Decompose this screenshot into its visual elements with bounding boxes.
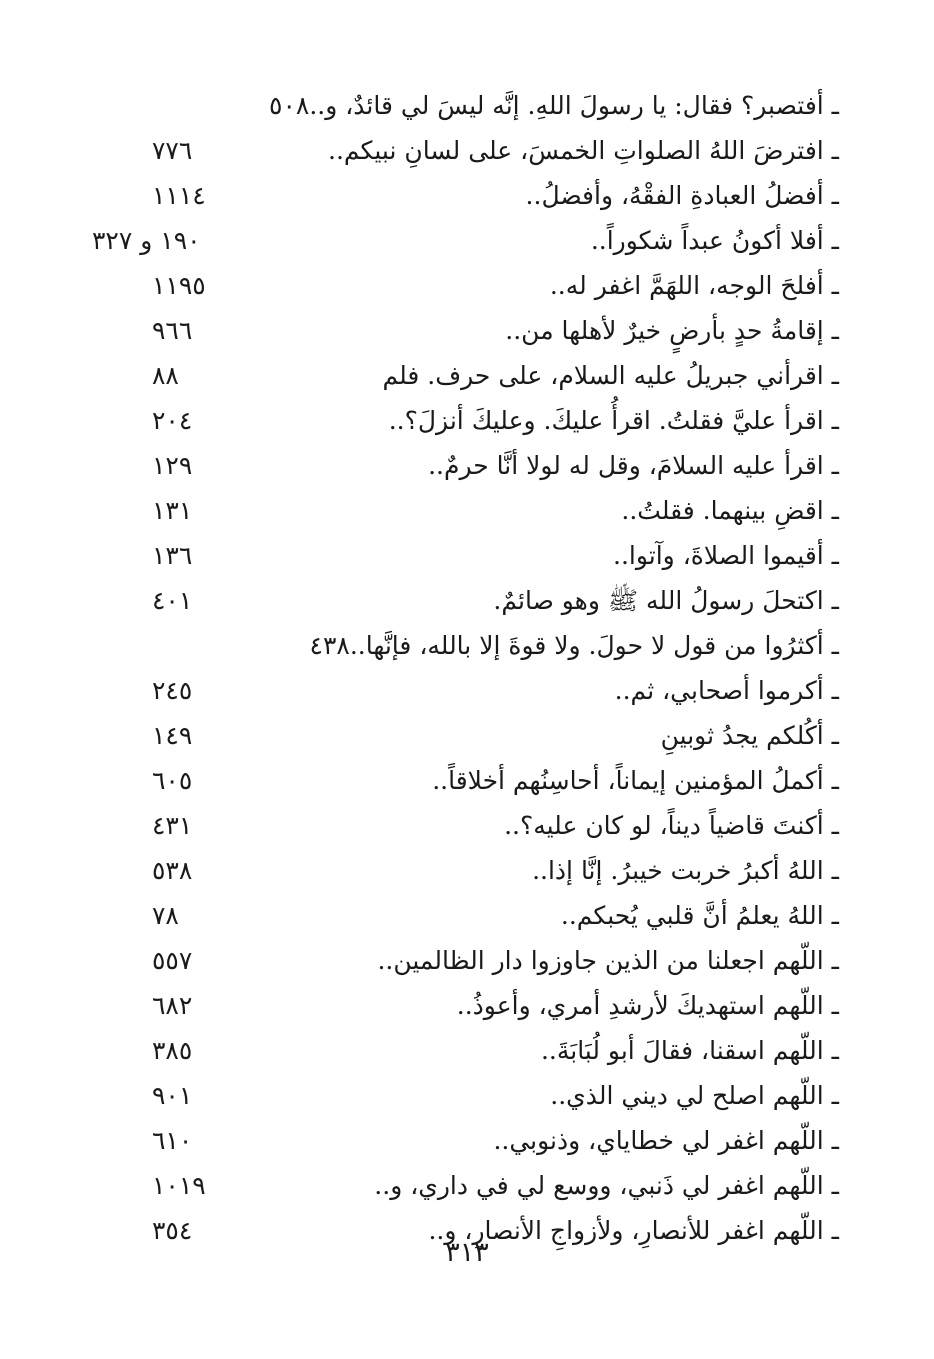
entry-text: ـ أكرموا أصحابي، ثم.. bbox=[614, 676, 839, 705]
index-entry bbox=[0, 577, 934, 622]
entry-text: ـ أفتصبر؟ فقال: يا رسولَ اللهِ. إنَّه ليسَ لي قائدٌ، و..٥٠٨ bbox=[269, 91, 839, 120]
index-entry bbox=[0, 217, 934, 262]
index-entry bbox=[0, 1117, 934, 1162]
entry-text: ـ افترضَ اللهُ الصلواتِ الخمسَ، على لسانِ نبيكم.. bbox=[328, 136, 839, 165]
index-entry bbox=[0, 667, 934, 712]
entry-text: ـ أفضلُ العبادةِ الفقْهُ، وأفضلُ.. bbox=[525, 181, 839, 210]
entry-page-ref: ١٣٦ bbox=[152, 541, 193, 570]
entry-page-ref: ١٢٩ bbox=[152, 451, 193, 480]
entry-text: ـ أقيموا الصلاةَ، وآتوا.. bbox=[613, 541, 839, 570]
entry-page-ref: ٩٠١ bbox=[152, 1081, 193, 1110]
entry-page-ref: ٣٨٥ bbox=[152, 1036, 193, 1065]
index-entry bbox=[0, 712, 934, 757]
index-entry bbox=[0, 1162, 934, 1207]
entry-text: ـ اقرأ عليه السلامَ، وقل له لولا أنَّا حرمٌ.. bbox=[428, 451, 839, 480]
entry-page-ref: ٥٥٧ bbox=[152, 946, 193, 975]
entry-page-ref: ١٤٩ bbox=[152, 721, 193, 750]
index-entry bbox=[0, 757, 934, 802]
entry-text: ـ اللّهم اغفر لي ذَنبي، ووسع لي في داري، و.. bbox=[374, 1171, 839, 1200]
entry-page-ref: ٤٠١ bbox=[152, 586, 193, 615]
entry-text: ـ أكثرُوا من قول لا حولَ. ولا قوةَ إلا بالله، فإنَّها..٤٣٨ bbox=[309, 631, 839, 660]
entry-text: ـ أفلحَ الوجه، اللهَمَّ اغفر له.. bbox=[549, 271, 839, 300]
index-entry bbox=[0, 847, 934, 892]
entry-page-ref: ٦١٠ bbox=[152, 1126, 193, 1155]
entry-text: ـ إقامةُ حدٍ بأرضٍ خيرٌ لأهلها من.. bbox=[505, 316, 839, 345]
entry-text: ـ أفلا أكونُ عبداً شكوراً.. bbox=[590, 226, 839, 255]
index-entry bbox=[0, 397, 934, 442]
entry-text: ـ اللهُ أكبرُ خربت خيبرُ. إنَّا إذا.. bbox=[532, 856, 839, 885]
entry-page-ref: ١١١٤ bbox=[152, 181, 206, 210]
entry-text: ـ اقرأني جبريلُ عليه السلام، على حرف. فلم bbox=[382, 361, 839, 390]
index-entry bbox=[0, 622, 934, 667]
index-entry bbox=[0, 262, 934, 307]
entry-page-ref: ٢٤٥ bbox=[152, 676, 193, 705]
entry-page-ref: ٦٠٥ bbox=[152, 766, 193, 795]
entry-text: ـ اقضِ بينهما. فقلتُ.. bbox=[621, 496, 839, 525]
index-entry bbox=[0, 892, 934, 937]
index-entry bbox=[0, 802, 934, 847]
index-entry bbox=[0, 82, 934, 127]
entry-page-ref: ٦٨٢ bbox=[152, 991, 193, 1020]
index-entry bbox=[0, 352, 934, 397]
entry-text: ـ اكتحلَ رسولُ الله ﷺ وهو صائمٌ. bbox=[493, 586, 839, 615]
entry-text: ـ أكملُ المؤمنين إيماناً، أحاسِنُهم أخلاقاً.. bbox=[432, 766, 839, 795]
entry-text: ـ اللّهم اغفر لي خطاياي، وذنوبي.. bbox=[493, 1126, 839, 1155]
page-number: ٣١٣ bbox=[445, 1237, 489, 1268]
entry-page-ref: ١٩٠ و ٣٢٧ bbox=[92, 226, 201, 255]
entry-page-ref: ٧٧٦ bbox=[152, 136, 193, 165]
index-entry bbox=[0, 442, 934, 487]
entry-page-ref: ٧٨ bbox=[152, 901, 179, 930]
entry-text: ـ اللهُ يعلمُ أنَّ قلبي يُحبكم.. bbox=[560, 901, 839, 930]
entry-text: ـ اللّهم اسقنا، فقالَ أبو لُبَابَةَ.. bbox=[540, 1036, 839, 1065]
index-entry bbox=[0, 307, 934, 352]
entry-page-ref: ٨٨ bbox=[152, 361, 179, 390]
index-entry bbox=[0, 982, 934, 1027]
entry-page-ref: ٢٠٤ bbox=[152, 406, 193, 435]
index-entry bbox=[0, 937, 934, 982]
entry-page-ref: ١٣١ bbox=[152, 496, 193, 525]
entry-text: ـ اللّهم اغفر للأنصارِ، ولأزواجِ الأنصارِ، و.. bbox=[428, 1216, 839, 1245]
entry-page-ref: ٥٣٨ bbox=[152, 856, 193, 885]
entry-page-ref: ٤٣١ bbox=[152, 811, 193, 840]
entry-page-ref: ١١٩٥ bbox=[152, 271, 206, 300]
entry-page-ref: ٩٦٦ bbox=[152, 316, 193, 345]
entry-text: ـ اللّهم استهديكَ لأرشدِ أمري، وأعوذُ.. bbox=[456, 991, 839, 1020]
entry-page-ref: ٣٥٤ bbox=[152, 1216, 193, 1245]
index-entry bbox=[0, 532, 934, 577]
entry-page-ref: ١٠١٩ bbox=[152, 1171, 206, 1200]
entry-text: ـ اقرأ عليَّ فقلتُ. اقرأُ عليكَ. وعليكَ أنزلَ؟.. bbox=[388, 406, 839, 435]
index-entry bbox=[0, 1072, 934, 1117]
index-entry bbox=[0, 172, 934, 217]
index-entry bbox=[0, 1027, 934, 1072]
entry-text: ـ أكُلكم يجدُ ثوبينِ bbox=[660, 721, 839, 750]
index-list bbox=[0, 82, 934, 1252]
entry-text: ـ اللّهم اجعلنا من الذين جاوزوا دار الظالمين.. bbox=[377, 946, 839, 975]
index-entry bbox=[0, 127, 934, 172]
entry-text: ـ أكنتَ قاضياً ديناً، لو كان عليه؟.. bbox=[504, 811, 839, 840]
entry-text: ـ اللّهم اصلح لي ديني الذي.. bbox=[550, 1081, 839, 1110]
index-entry bbox=[0, 487, 934, 532]
